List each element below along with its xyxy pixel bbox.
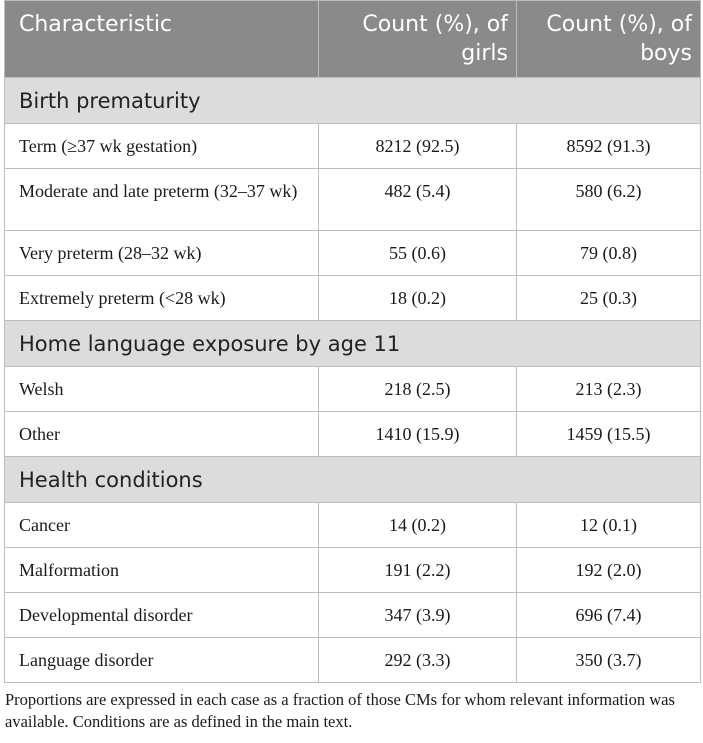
header-characteristic: Characteristic bbox=[5, 1, 319, 78]
boys-value: 213 (2.3) bbox=[517, 367, 701, 412]
girls-value: 191 (2.2) bbox=[319, 548, 517, 593]
section-row-birth-prematurity bbox=[5, 78, 701, 124]
boys-value: 350 (3.7) bbox=[517, 638, 701, 683]
girls-value: 14 (0.2) bbox=[319, 503, 517, 548]
girls-value: 292 (3.3) bbox=[319, 638, 517, 683]
girls-value: 55 (0.6) bbox=[319, 231, 517, 276]
table-row bbox=[5, 231, 701, 276]
girls-value: 18 (0.2) bbox=[319, 276, 517, 321]
row-label: Very preterm (28–32 wk) bbox=[5, 231, 319, 276]
girls-value: 482 (5.4) bbox=[319, 169, 517, 231]
table-footnote: Proportions are expressed in each case as a fraction of those CMs for whom relevant information was available. Conditions are as defined in the main text. bbox=[5, 690, 675, 731]
header-boys: Count (%), of boys bbox=[517, 1, 701, 78]
section-title: Health conditions bbox=[5, 457, 701, 503]
boys-value: 580 (6.2) bbox=[517, 169, 701, 231]
row-label: Moderate and late preterm (32–37 wk) bbox=[5, 169, 319, 231]
table-row bbox=[5, 276, 701, 321]
table-row bbox=[5, 503, 701, 548]
girls-value: 8212 (92.5) bbox=[319, 124, 517, 169]
boys-value: 25 (0.3) bbox=[517, 276, 701, 321]
table-row bbox=[5, 124, 701, 169]
characteristics-table bbox=[4, 0, 701, 683]
boys-value: 79 (0.8) bbox=[517, 231, 701, 276]
row-label: Extremely preterm (<28 wk) bbox=[5, 276, 319, 321]
table-row bbox=[5, 638, 701, 683]
boys-value: 192 (2.0) bbox=[517, 548, 701, 593]
girls-value: 1410 (15.9) bbox=[319, 412, 517, 457]
table-row bbox=[5, 169, 701, 231]
boys-value: 12 (0.1) bbox=[517, 503, 701, 548]
table-row bbox=[5, 412, 701, 457]
table-row bbox=[5, 367, 701, 412]
boys-value: 8592 (91.3) bbox=[517, 124, 701, 169]
row-label: Term (≥37 wk gestation) bbox=[5, 124, 319, 169]
row-label: Other bbox=[5, 412, 319, 457]
row-label: Language disorder bbox=[5, 638, 319, 683]
table-row bbox=[5, 593, 701, 638]
section-row-home-language bbox=[5, 321, 701, 367]
header-girls: Count (%), of girls bbox=[319, 1, 517, 78]
row-label: Cancer bbox=[5, 503, 319, 548]
table-row bbox=[5, 548, 701, 593]
section-title: Birth prematurity bbox=[5, 78, 701, 124]
girls-value: 218 (2.5) bbox=[319, 367, 517, 412]
girls-value: 347 (3.9) bbox=[319, 593, 517, 638]
row-label: Welsh bbox=[5, 367, 319, 412]
row-label: Developmental disorder bbox=[5, 593, 319, 638]
row-label: Malformation bbox=[5, 548, 319, 593]
boys-value: 1459 (15.5) bbox=[517, 412, 701, 457]
section-row-health-conditions bbox=[5, 457, 701, 503]
table-container bbox=[4, 0, 700, 733]
header-row bbox=[5, 1, 701, 78]
boys-value: 696 (7.4) bbox=[517, 593, 701, 638]
section-title: Home language exposure by age 11 bbox=[5, 321, 701, 367]
